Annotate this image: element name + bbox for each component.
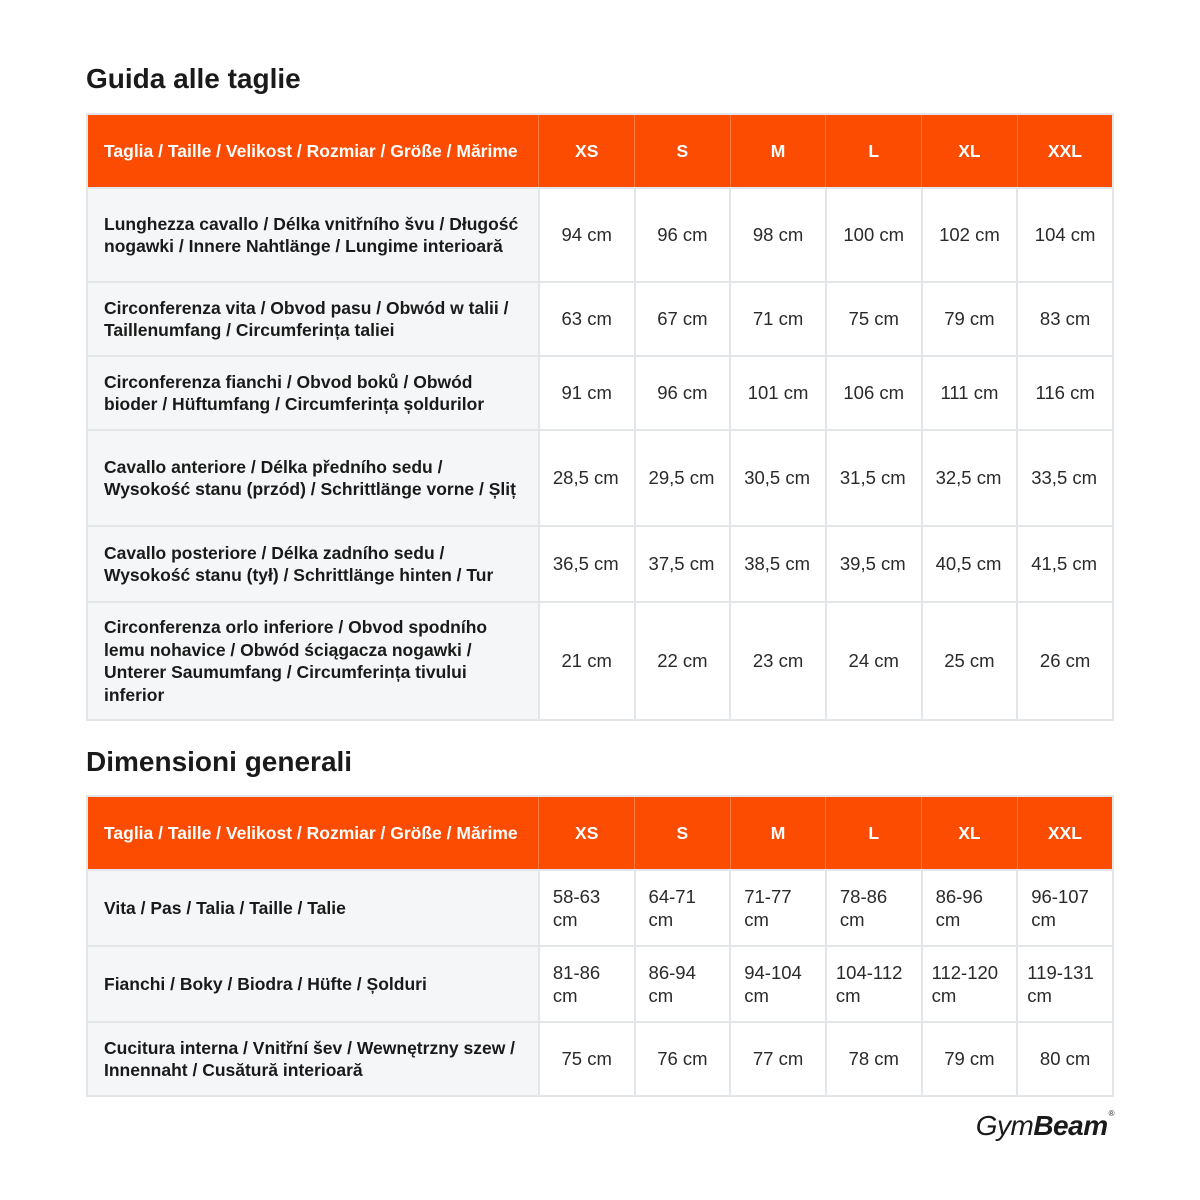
table-row-hips bbox=[87, 356, 1113, 430]
size-header-xxl: XXL bbox=[1017, 796, 1113, 870]
general-dimensions-table bbox=[86, 795, 1114, 1097]
table-cell: 31,5 cm bbox=[826, 430, 922, 526]
table-cell: 86-94 cm bbox=[635, 946, 731, 1022]
size-column-header: Taglia / Taille / Velikost / Rozmiar / Größe / Mărime bbox=[87, 796, 539, 870]
size-header-xs: XS bbox=[539, 114, 635, 188]
table-cell: 67 cm bbox=[635, 282, 731, 356]
table-cell: 23 cm bbox=[730, 602, 826, 720]
row-label: Circonferenza vita / Obvod pasu / Obwód w talii / Taillenumfang / Circumferința taliei bbox=[87, 282, 539, 356]
size-header-m: M bbox=[730, 114, 826, 188]
table-cell: 80 cm bbox=[1017, 1022, 1113, 1096]
table-cell: 96 cm bbox=[635, 356, 731, 430]
table-cell: 33,5 cm bbox=[1017, 430, 1113, 526]
table-cell: 25 cm bbox=[922, 602, 1018, 720]
table-cell: 106 cm bbox=[826, 356, 922, 430]
table-row-waist bbox=[87, 282, 1113, 356]
table-cell: 41,5 cm bbox=[1017, 526, 1113, 602]
table-cell: 94 cm bbox=[539, 188, 635, 282]
table-cell: 96-107 cm bbox=[1017, 870, 1113, 946]
table-row-front-rise bbox=[87, 430, 1113, 526]
row-label: Cucitura interna / Vnitřní šev / Wewnętrzny szew / Innennaht / Cusătură interioară bbox=[87, 1022, 539, 1096]
table-cell: 71-77 cm bbox=[730, 870, 826, 946]
size-header-xl: XL bbox=[922, 114, 1018, 188]
table-cell: 40,5 cm bbox=[922, 526, 1018, 602]
table-cell: 112-120 cm bbox=[922, 946, 1018, 1022]
table-cell: 37,5 cm bbox=[635, 526, 731, 602]
table-cell: 91 cm bbox=[539, 356, 635, 430]
table-row-hips bbox=[87, 946, 1113, 1022]
table-cell: 75 cm bbox=[539, 1022, 635, 1096]
size-column-header: Taglia / Taille / Velikost / Rozmiar / Größe / Mărime bbox=[87, 114, 539, 188]
table-cell: 38,5 cm bbox=[730, 526, 826, 602]
row-label: Circonferenza orlo inferiore / Obvod spodního lemu nohavice / Obwód ściągacza nogawki / Unterer Saumumfang / Circumferința tivului inferior bbox=[87, 602, 539, 720]
size-header-m: M bbox=[730, 796, 826, 870]
table-cell: 71 cm bbox=[730, 282, 826, 356]
table-cell: 21 cm bbox=[539, 602, 635, 720]
table-cell: 98 cm bbox=[730, 188, 826, 282]
table-cell: 81-86 cm bbox=[539, 946, 635, 1022]
table-cell: 104-112 cm bbox=[826, 946, 922, 1022]
row-label: Lunghezza cavallo / Délka vnitřního švu / Długość nogawki / Innere Nahtlänge / Lungime interioară bbox=[87, 188, 539, 282]
row-label: Fianchi / Boky / Biodra / Hüfte / Șolduri bbox=[87, 946, 539, 1022]
table-cell: 64-71 cm bbox=[635, 870, 731, 946]
table-cell: 119-131 cm bbox=[1017, 946, 1113, 1022]
size-header-l: L bbox=[826, 114, 922, 188]
table-row-hem bbox=[87, 602, 1113, 720]
table-row-waist bbox=[87, 870, 1113, 946]
size-guide-table bbox=[86, 113, 1114, 721]
table-cell: 24 cm bbox=[826, 602, 922, 720]
size-header-s: S bbox=[635, 114, 731, 188]
table-row-back-rise bbox=[87, 526, 1113, 602]
size-header-xxl: XXL bbox=[1017, 114, 1113, 188]
general-dimensions-title: Dimensioni generali bbox=[86, 746, 353, 777]
table-cell: 102 cm bbox=[922, 188, 1018, 282]
table-cell: 111 cm bbox=[922, 356, 1018, 430]
table-cell: 116 cm bbox=[1017, 356, 1113, 430]
table-cell: 94-104 cm bbox=[730, 946, 826, 1022]
table-row-inseam bbox=[87, 1022, 1113, 1096]
row-label: Circonferenza fianchi / Obvod boků / Obwód bioder / Hüftumfang / Circumferința șoldurilor bbox=[87, 356, 539, 430]
size-header-xs: XS bbox=[539, 796, 635, 870]
table-cell: 101 cm bbox=[730, 356, 826, 430]
table-cell: 22 cm bbox=[635, 602, 731, 720]
registered-mark: ® bbox=[1108, 1109, 1114, 1118]
table-cell: 32,5 cm bbox=[922, 430, 1018, 526]
logo-text-gym: Gym bbox=[975, 1110, 1034, 1141]
table-cell: 78-86 cm bbox=[826, 870, 922, 946]
table-cell: 79 cm bbox=[922, 282, 1018, 356]
row-label: Vita / Pas / Talia / Taille / Talie bbox=[87, 870, 539, 946]
table-cell: 39,5 cm bbox=[826, 526, 922, 602]
table-cell: 79 cm bbox=[922, 1022, 1018, 1096]
table-cell: 30,5 cm bbox=[730, 430, 826, 526]
size-header-xl: XL bbox=[922, 796, 1018, 870]
table-cell: 77 cm bbox=[730, 1022, 826, 1096]
table-cell: 28,5 cm bbox=[539, 430, 635, 526]
table-cell: 86-96 cm bbox=[922, 870, 1018, 946]
table-cell: 83 cm bbox=[1017, 282, 1113, 356]
table-cell: 26 cm bbox=[1017, 602, 1113, 720]
table-cell: 76 cm bbox=[635, 1022, 731, 1096]
table-cell: 104 cm bbox=[1017, 188, 1113, 282]
table-cell: 75 cm bbox=[826, 282, 922, 356]
table-header-row bbox=[87, 796, 1113, 870]
table-cell: 96 cm bbox=[635, 188, 731, 282]
table-cell: 36,5 cm bbox=[539, 526, 635, 602]
row-label: Cavallo anteriore / Délka předního sedu / Wysokość stanu (przód) / Schrittlänge vorne / Șliț bbox=[87, 430, 539, 526]
gymbeam-logo bbox=[975, 1109, 1114, 1141]
logo-text-beam: Beam bbox=[1033, 1110, 1108, 1141]
size-header-l: L bbox=[826, 796, 922, 870]
row-label: Cavallo posteriore / Délka zadního sedu / Wysokość stanu (tył) / Schrittlänge hinten / Tur bbox=[87, 526, 539, 602]
size-header-s: S bbox=[635, 796, 731, 870]
table-row-inseam bbox=[87, 188, 1113, 282]
table-cell: 63 cm bbox=[539, 282, 635, 356]
table-cell: 78 cm bbox=[826, 1022, 922, 1096]
table-header-row bbox=[87, 114, 1113, 188]
table-cell: 100 cm bbox=[826, 188, 922, 282]
table-cell: 29,5 cm bbox=[635, 430, 731, 526]
size-guide-title: Guida alle taglie bbox=[86, 63, 301, 94]
table-cell: 58-63 cm bbox=[539, 870, 635, 946]
